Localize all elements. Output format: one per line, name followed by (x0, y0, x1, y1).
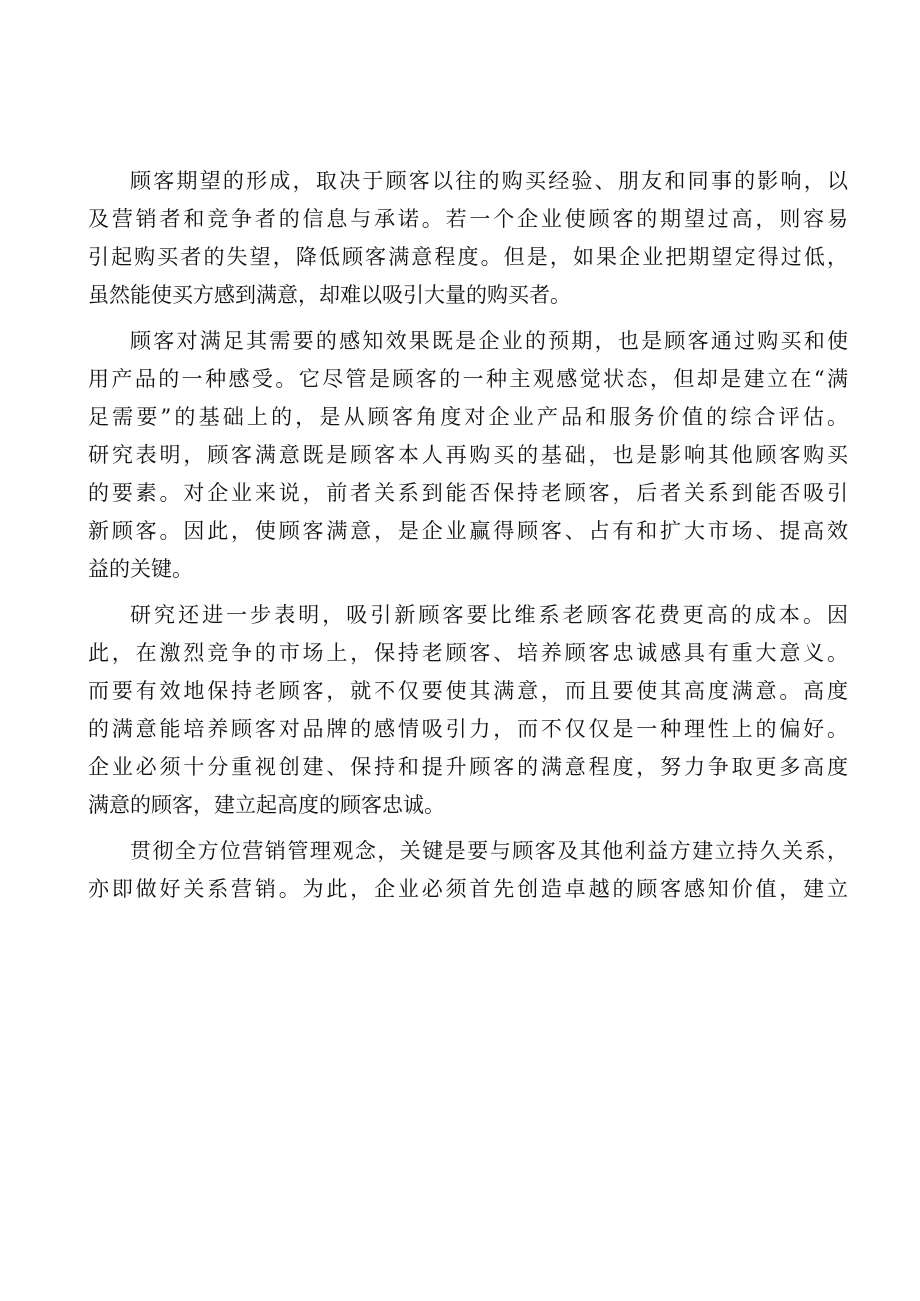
paragraph-line: 研究表明，顾客满意既是顾客本人再购买的基础，也是影响其他顾客购买 (88, 443, 848, 467)
paragraph-line: 亦即做好关系营销。为此，企业必须首先创造卓越的顾客感知价值，建立 (88, 877, 848, 901)
paragraph-line: 研究还进一步表明，吸引新顾客要比维系老顾客花费更高的成本。因 (130, 603, 848, 627)
paragraph-line: 虽然能使买方感到满意，却难以吸引大量的购买者。 (88, 283, 571, 307)
paragraph-line: 顾客期望的形成，取决于顾客以往的购买经验、朋友和同事的影响，以 (130, 169, 848, 193)
paragraph-line: 顾客对满足其需要的感知效果既是企业的预期，也是顾客通过购买和使 (130, 329, 848, 353)
paragraph-spacer (88, 824, 848, 832)
paragraph-spacer (88, 588, 848, 596)
paragraph-1 (88, 162, 848, 314)
paragraph-line: 足需要”的基础上的，是从顾客角度对企业产品和服务价值的综合评估。 (88, 405, 848, 429)
paragraph-line: 贯彻全方位营销管理观念，关键是要与顾客及其他利益方建立持久关系， (130, 839, 848, 863)
paragraph-line: 新顾客。因此，使顾客满意，是企业赢得顾客、占有和扩大市场、提高效 (88, 519, 848, 543)
paragraph-line: 此，在激烈竞争的市场上，保持老顾客、培养顾客忠诚感具有重大意义。 (88, 641, 848, 665)
paragraph-spacer (88, 314, 848, 322)
document-body (88, 162, 848, 908)
paragraph-2 (88, 322, 848, 588)
paragraph-line: 引起购买者的失望，降低顾客满意程度。但是，如果企业把期望定得过低， (88, 245, 848, 269)
paragraph-3 (88, 596, 848, 824)
paragraph-line: 及营销者和竞争者的信息与承诺。若一个企业使顾客的期望过高，则容易 (88, 207, 848, 231)
paragraph-line: 而要有效地保持老顾客，就不仅要使其满意，而且要使其高度满意。高度 (88, 679, 848, 703)
paragraph-line: 用产品的一种感受。它尽管是顾客的一种主观感觉状态，但却是建立在“满 (88, 367, 848, 391)
paragraph-line: 企业必须十分重视创建、保持和提升顾客的满意程度，努力争取更多高度 (88, 755, 848, 779)
paragraph-line: 的满意能培养顾客对品牌的感情吸引力，而不仅仅是一种理性上的偏好。 (88, 717, 848, 741)
paragraph-line: 益的关键。 (88, 557, 193, 581)
paragraph-line: 满意的顾客，建立起高度的顾客忠诚。 (88, 793, 445, 817)
paragraph-4 (88, 832, 848, 908)
paragraph-line: 的要素。对企业来说，前者关系到能否保持老顾客，后者关系到能否吸引 (88, 481, 848, 505)
